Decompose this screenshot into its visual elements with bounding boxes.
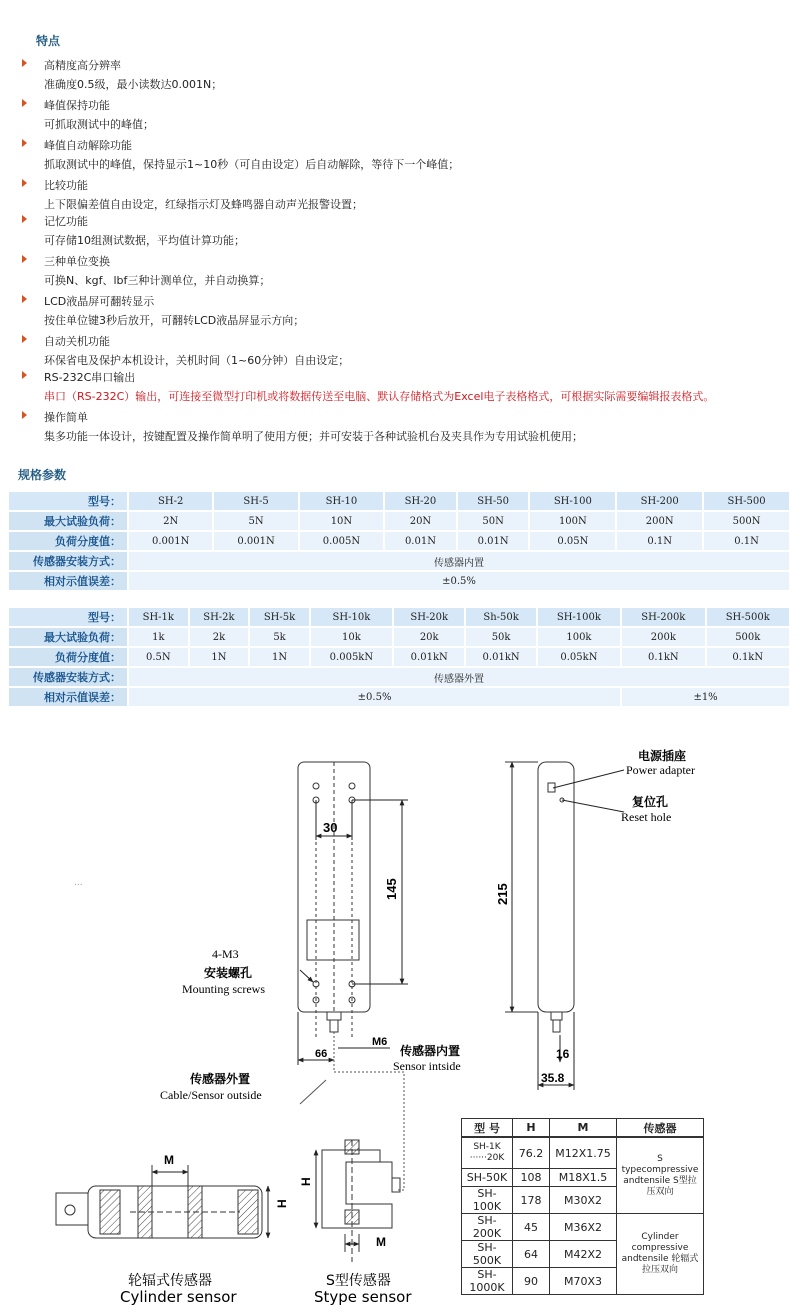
ellipsis-mark: ... [74, 878, 83, 888]
bullet-arrow-icon [22, 215, 27, 223]
feature-desc: 串口（RS-232C）输出，可连接至微型打印机或将数据传送至电脑、默认存储格式为Excel电子表格格式，可根据实际需要编辑报表格式。 [44, 390, 715, 403]
spec-cell-resolution: 0.1kN [707, 648, 789, 666]
spec-label: 负荷分度值： [9, 532, 127, 550]
spec-row-resolution [9, 532, 789, 550]
bullet-arrow-icon [22, 411, 27, 419]
spec-label: 最大试验负荷： [9, 628, 127, 646]
s-dim-M: M [376, 1235, 386, 1249]
spec-cell-max-load: 5k [250, 628, 309, 646]
spec-heading: 规格参数 [18, 468, 67, 482]
label-mount-en: Mounting screws [182, 982, 265, 996]
spec-row-mount [9, 552, 789, 570]
cylinder-label-cn: 轮辐式传感器 [128, 1273, 212, 1289]
spec-cell-model: SH-5k [250, 608, 309, 626]
dim-66: 66 [315, 1048, 328, 1060]
feature-desc: 可存储10组测试数据，平均值计算功能； [44, 234, 245, 247]
dimension-lines-side [512, 762, 624, 1090]
spec-label: 负荷分度值： [9, 648, 127, 666]
feature-title: RS-232C串口输出 [44, 371, 136, 384]
s-label-cn: S型传感器 [326, 1273, 391, 1289]
dim-16: 16 [556, 1047, 570, 1061]
feature-desc: 抓取测试中的峰值，保持显示1~10秒（可自由设定）后自动解除，等待下一个峰值； [44, 158, 460, 171]
dim-h: 108 [513, 1169, 550, 1187]
spec-row-max-load [9, 628, 789, 646]
feature-desc: 上下限偏差值自由设定，红绿指示灯及蜂鸣器自动声光报警设置； [44, 198, 363, 211]
spec-cell-model: SH-200k [622, 608, 704, 626]
spec-cell-resolution: 0.05kN [538, 648, 620, 666]
spec-row-max-load [9, 512, 789, 530]
feature-title: 比较功能 [44, 179, 88, 192]
spec-cell-model: SH-10 [300, 492, 383, 510]
feature-desc: 按住单位键3秒后放开，可翻转LCD液晶屏显示方向； [44, 314, 305, 327]
feature-desc: 环保省电及保护本机设计，关机时间（1~60分钟）自由设定； [44, 354, 350, 367]
bullet-arrow-icon [22, 255, 27, 263]
spec-cell-model: SH-500k [707, 608, 789, 626]
label-reset-en: Reset hole [621, 810, 672, 824]
bullet-arrow-icon [22, 371, 27, 379]
spec-cell-error: ±0.5% [129, 688, 620, 706]
features-heading: 特点 [36, 34, 61, 48]
s-sensor-drawing [316, 1140, 400, 1262]
feature-title: LCD液晶屏可翻转显示 [44, 295, 155, 308]
spec-cell-model: Sh-50k [466, 608, 535, 626]
dim-head-h: H [513, 1119, 550, 1138]
sensor-dimension-table [461, 1118, 704, 1295]
dim-m6: M6 [372, 1036, 388, 1048]
label-power-cn: 电源插座 [638, 749, 687, 763]
spec-cell-model: SH-50 [458, 492, 529, 510]
spec-cell-max-load: 2k [190, 628, 249, 646]
spec-cell-resolution: 0.01kN [466, 648, 535, 666]
spec-cell-resolution: 0.1N [617, 532, 702, 550]
spec-row-model [9, 492, 789, 510]
feature-item [22, 212, 802, 250]
spec-cell-max-load: 20k [394, 628, 464, 646]
spec-cell-model: SH-100k [538, 608, 620, 626]
feature-title: 峰值保持功能 [44, 99, 110, 112]
spec-row-resolution [9, 648, 789, 666]
bullet-arrow-icon [22, 139, 27, 147]
spec-cell-max-load: 10N [300, 512, 383, 530]
feature-item [22, 136, 802, 174]
dim-h: 178 [513, 1187, 550, 1214]
spec-cell-resolution: 0.005kN [311, 648, 392, 666]
dim-145: 145 [384, 878, 399, 900]
spec-cell-model: SH-2k [190, 608, 249, 626]
dim-m: M30X2 [550, 1187, 617, 1214]
feature-title: 操作简单 [44, 411, 88, 424]
label-inside-cn: 传感器内置 [400, 1044, 461, 1058]
dim-m: M70X3 [550, 1268, 617, 1295]
spec-cell-resolution: 0.001N [129, 532, 212, 550]
feature-desc: 可抓取测试中的峰值； [44, 118, 154, 131]
label-inside-en: Sensor intside [393, 1059, 461, 1073]
label-4m3: 4-M3 [212, 947, 239, 961]
spec-cell-resolution: 0.1N [704, 532, 789, 550]
feature-item [22, 332, 802, 370]
spec-cell-resolution: 1N [250, 648, 309, 666]
feature-title: 三种单位变换 [44, 255, 110, 268]
spec-label: 相对示值误差： [9, 572, 127, 590]
s-dim-H: H [299, 1177, 313, 1186]
cyl-dim-M: M [164, 1153, 174, 1167]
spec-cell-max-load: 5N [214, 512, 297, 530]
feature-item [22, 408, 802, 446]
spec-cell-max-load: 100N [530, 512, 615, 530]
dim-model: SH-50K [462, 1169, 513, 1187]
spec-cell-max-load: 500k [707, 628, 789, 646]
spec-cell-model: SH-2 [129, 492, 212, 510]
spec-row-model [9, 608, 789, 626]
spec-label: 传感器安装方式： [9, 552, 127, 570]
bullet-arrow-icon [22, 179, 27, 187]
spec-table-internal [7, 490, 791, 592]
label-outside-cn: 传感器外置 [190, 1072, 251, 1086]
spec-cell-max-load: 1k [129, 628, 188, 646]
dim-model: SH-1K ······20K [462, 1137, 513, 1169]
spec-cell-resolution: 0.1kN [622, 648, 704, 666]
dim-model: SH-200K [462, 1214, 513, 1241]
dim-m: M12X1.75 [550, 1137, 617, 1169]
dim-model: SH-1000K [462, 1268, 513, 1295]
dim-h: 90 [513, 1268, 550, 1295]
spec-cell-model: SH-200 [617, 492, 702, 510]
spec-cell-max-load: 50N [458, 512, 529, 530]
spec-cell-resolution: 0.01N [385, 532, 456, 550]
dim-head-model: 型 号 [462, 1119, 513, 1138]
bullet-arrow-icon [22, 295, 27, 303]
dim-head-sensor: 传感器 [617, 1119, 704, 1138]
dim-35-8: 35.8 [541, 1071, 565, 1085]
label-mount-cn: 安装螺孔 [204, 966, 253, 980]
spec-cell-mount: 传感器内置 [129, 552, 789, 570]
spec-label: 传感器安装方式： [9, 668, 127, 686]
spec-cell-max-load: 10k [311, 628, 392, 646]
feature-desc: 集多功能一体设计，按键配置及操作简单明了使用方便；并可安装于各种试验机台及夹具作为专用试验机使用； [44, 430, 583, 443]
cylinder-label-en: Cylinder sensor [120, 1288, 237, 1306]
feature-title: 记忆功能 [44, 215, 88, 228]
spec-cell-max-load: 200N [617, 512, 702, 530]
spec-label: 型号： [9, 492, 127, 510]
bullet-arrow-icon [22, 99, 27, 107]
spec-row-error [9, 688, 789, 706]
spec-cell-resolution: 0.01kN [394, 648, 464, 666]
bullet-arrow-icon [22, 59, 27, 67]
spec-label: 最大试验负荷： [9, 512, 127, 530]
spec-label: 相对示值误差： [9, 688, 127, 706]
label-reset-cn: 复位孔 [632, 795, 669, 809]
feature-title: 高精度高分辨率 [44, 59, 121, 72]
dim-h: 45 [513, 1214, 550, 1241]
dim-sensor-c: Cylinder compressive andtensile 轮辐式拉压双向 [617, 1214, 704, 1295]
features-list [22, 56, 802, 448]
spec-cell-resolution: 0.05N [530, 532, 615, 550]
gauge-front-view [298, 762, 370, 1040]
spec-cell-resolution: 0.5N [129, 648, 188, 666]
dim-m: M18X1.5 [550, 1169, 617, 1187]
spec-cell-max-load: 500N [704, 512, 789, 530]
spec-cell-mount: 传感器外置 [129, 668, 789, 686]
gauge-side-view [505, 762, 574, 1032]
spec-cell-model: SH-500 [704, 492, 789, 510]
spec-cell-max-load: 200k [622, 628, 704, 646]
dim-model: SH-100K [462, 1187, 513, 1214]
spec-cell-model: SH-100 [530, 492, 615, 510]
feature-item [22, 292, 802, 330]
spec-cell-error: ±1% [622, 688, 789, 706]
spec-cell-max-load: 2N [129, 512, 212, 530]
feature-title: 峰值自动解除功能 [44, 139, 132, 152]
feature-desc: 可换N、kgf、lbf三种计测单位，并自动换算； [44, 274, 271, 287]
cylinder-sensor-drawing [56, 1165, 268, 1238]
spec-cell-resolution: 0.001N [214, 532, 297, 550]
dim-model: SH-500K [462, 1241, 513, 1268]
spec-row-error [9, 572, 789, 590]
spec-cell-resolution: 1N [190, 648, 249, 666]
s-label-en: Stype sensor [314, 1288, 412, 1306]
spec-cell-max-load: 100k [538, 628, 620, 646]
spec-table-external [7, 606, 791, 708]
spec-cell-model: SH-1k [129, 608, 188, 626]
bullet-arrow-icon [22, 335, 27, 343]
dim-h: 76.2 [513, 1137, 550, 1169]
feature-item [22, 368, 802, 406]
spec-cell-error: ±0.5% [129, 572, 789, 590]
spec-cell-model: SH-5 [214, 492, 297, 510]
spec-label: 型号： [9, 608, 127, 626]
spec-cell-resolution: 0.01N [458, 532, 529, 550]
spec-cell-model: SH-20 [385, 492, 456, 510]
dim-m: M42X2 [550, 1241, 617, 1268]
feature-item [22, 96, 802, 134]
dim-sensor-s: S typecompressive andtensile S型拉压双向 [617, 1137, 704, 1214]
spec-row-mount [9, 668, 789, 686]
spec-cell-model: SH-10k [311, 608, 392, 626]
feature-title: 自动关机功能 [44, 335, 110, 348]
label-power-en: Power adapter [626, 763, 695, 777]
dim-m: M36X2 [550, 1214, 617, 1241]
feature-desc: 准确度0.5级，最小读数达0.001N； [44, 78, 223, 91]
feature-item [22, 176, 802, 214]
cyl-dim-H: H [275, 1199, 289, 1208]
dim-30: 30 [323, 820, 338, 835]
dim-215: 215 [495, 883, 510, 905]
spec-cell-max-load: 20N [385, 512, 456, 530]
spec-cell-resolution: 0.005N [300, 532, 383, 550]
dimension-lines-front [298, 800, 408, 1065]
dim-head-m: M [550, 1119, 617, 1138]
label-outside-en: Cable/Sensor outside [160, 1088, 262, 1102]
feature-item [22, 56, 802, 94]
feature-item [22, 252, 802, 290]
dim-h: 64 [513, 1241, 550, 1268]
spec-cell-max-load: 50k [466, 628, 535, 646]
spec-cell-model: SH-20k [394, 608, 464, 626]
